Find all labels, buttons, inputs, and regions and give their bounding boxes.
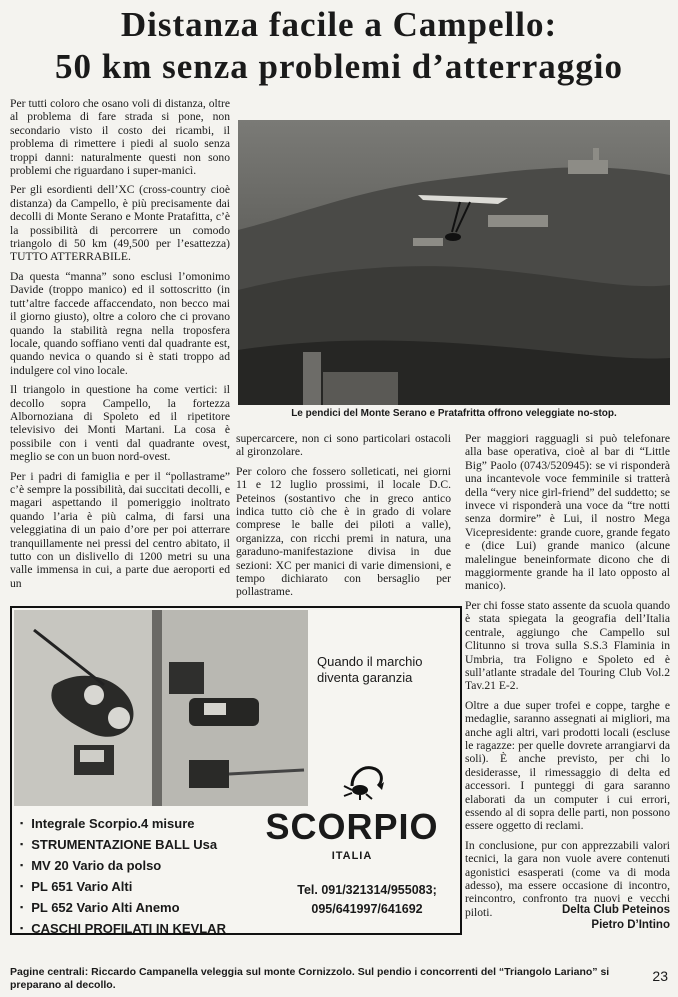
paragraph: Per tutti coloro che osano voli di distanza, oltre al problema di fare strada si pone, non secondario visto il costo dei ricambi, il problema di rimettere i piedi al suolo senza troppi danni: naturalmente questi non sono problemi che riguardano i super-manicì. <box>10 97 230 178</box>
paragraph: Da questa “manna” sono esclusi l’omonimo Davide (troppo manico) ed il sottoscritto (in tutt’altre faccede affaccendato, non becco mai il giorno giusto), oltre a coloro che ci provano quando la stabilità regna nella troposfera locale, quando soffiano venti dal quadrante est, quando nevica o quando si è stati troppo ad indulgere col vino locale. <box>10 269 230 377</box>
product-list <box>20 813 226 939</box>
signature-author: Pietro D’Intino <box>591 919 670 931</box>
headline-line-2: 50 km senza problemi d’atterraggio <box>54 47 623 86</box>
product-item: ▪ PL 651 Vario Alti <box>20 876 226 897</box>
paragraph: Oltre a due super trofei e coppe, targhe e medaglie, saranno assegnati ai migliori, ma anche agli altri, vari prodotti locali (escluse le ragazze: per quelle dovrete arrangiarvi da soli). È anche previsto, per chi lo desiderasse, il rimessaggio di delta ed accessori. I punteggi di gara saranno elaborati da un computer i cui errori, essendo al di sopra delle parti, non possono essere oggetto di reclami. <box>465 698 670 833</box>
ad-telephone <box>277 881 457 919</box>
paragraph: Per i padri di famiglia e per il “pollastrame” c’è sempre la possibilità, dai succitati decolli, e magari aspettando il pomeriggio inoltrato quando l’aria è più calma, di farsi una veleggiatina di un paio d’ore per poi atterrare tranquillamente nei pressi del centro abitato, il tutto con un dislivello di 1200 metri su una valle immensa in cui, a parte due aeroporti ed un <box>10 469 230 590</box>
slogan-line-2: diventa garanzia <box>317 670 413 685</box>
product-item: ▪ Integrale Scorpio.4 misure <box>20 813 226 834</box>
article-signature <box>515 903 670 933</box>
product-item: ▪ CASCHI PROFILATI IN KEVLAR <box>20 918 226 939</box>
footer-caption: Pagine centrali: Riccardo Campanella veleggia sul monte Cornizzolo. Sul pendio i concorrenti del “Triangolo Lariano” si preparano al decollo. <box>10 966 610 991</box>
brand-name: SCORPIO <box>265 806 439 847</box>
product-item: ▪ MV 20 Vario da polso <box>20 855 226 876</box>
brand-subtitle: ITALIA <box>331 850 373 862</box>
product-item: ▪ PL 652 Vario Alti Anemo <box>20 897 226 918</box>
signature-club: Delta Club Peteinos <box>562 904 670 916</box>
photo-caption: Le pendici del Monte Serano e Pratafritta offrono veleggiate no-stop. <box>291 408 617 419</box>
paragraph: Il triangolo in questione ha come vertici: il decollo sopra Campello, la fortezza Albornoziana di Spoleto ed il ripetitore televisivo dei Monti Martani. La cosa è possibile con i venti dal quadrante ovest, meglio se con un buon nord-ovest. <box>10 383 230 464</box>
product-item: ▪ STRUMENTAZIONE BALL Usa <box>20 834 226 855</box>
paragraph: Per gli esordienti dell’XC (cross-country cioè distanza) da Campello, è più precisamente dai decolli di Monte Serano e Monte Pratafitta, c’è la possibilità di percorrere un comodo triangolo di 50 km (49,500 per l’esattezza) TUTTO ATTERRABILE. <box>10 183 230 264</box>
paragraph: Per maggiori ragguagli si può telefonare alla base operativa, cioè al bar di “Little Big” Paolo (0743/520945): se vi risponderà una incantevole voce femminile si tratterà della “very nice girl-friend” del suddetto; se invece vi risponderà una voce da “tre notti senza dormire” è Lui, il nostro Mega Vicepresidente: grande cuore, grande fegato e (dice Lui) grande manico (alcune malelingue beneinformate dicono che di maggiormente grande ha il lato opposto al manico). <box>465 432 670 593</box>
paragraph: Per chi fosse stato assente da scuola quando è stata spiegata la geografia dell’Italia centrale, aggiungo che Campello sul Clitunno si trova sulla S.S.3 Flaminia in Umbria, tra Foligno e Spoleto ed è sull’atlante stradale del Touring Club Vol.2 Tav.21 E-2. <box>465 598 670 693</box>
paragraph: In conclusione, pur con apprezzabili valori tecnici, la gara non vuole avere contenuti agonistici esasperati (come va di moda adesso), ma essere occasione di incontro, reincontro, confronto tra nuovi e vecchi piloti. <box>465 838 670 919</box>
column-right <box>465 432 670 925</box>
instruments-photo <box>14 610 308 806</box>
headline-line-1: Distanza facile a Campello: <box>120 5 558 44</box>
column-left <box>10 97 230 596</box>
ad-slogan <box>317 654 447 686</box>
scorpion-icon <box>342 756 392 800</box>
telephone-line-2: 095/641997/641692 <box>311 902 423 916</box>
scorpio-advertisement <box>10 606 462 935</box>
column-middle <box>236 432 451 605</box>
paragraph: Per coloro che fossero solleticati, nei giorni 11 e 12 luglio prossimi, il locale D.C. Peteinos (sostantivo che in greco antico indica tutto ciò che è in grado di volare comprese le balle dei piloti a valle), organizza, con ricchi premi in natura, una garaduno-manifestazione divisa in due sezioni: XC per manici di varie dimensioni, e tempo dichiarato con bersaglio per pollastrame. <box>236 464 451 599</box>
paragraph: supercarcere, non ci sono particolari ostacoli al gironzolare. <box>236 432 451 459</box>
page-number: 23 <box>652 968 668 984</box>
slogan-line-1: Quando il marchio <box>317 654 423 669</box>
hang-glider-photo <box>238 120 670 405</box>
telephone-line-1: Tel. 091/321314/955083; <box>297 883 437 897</box>
article-headline <box>0 4 678 88</box>
